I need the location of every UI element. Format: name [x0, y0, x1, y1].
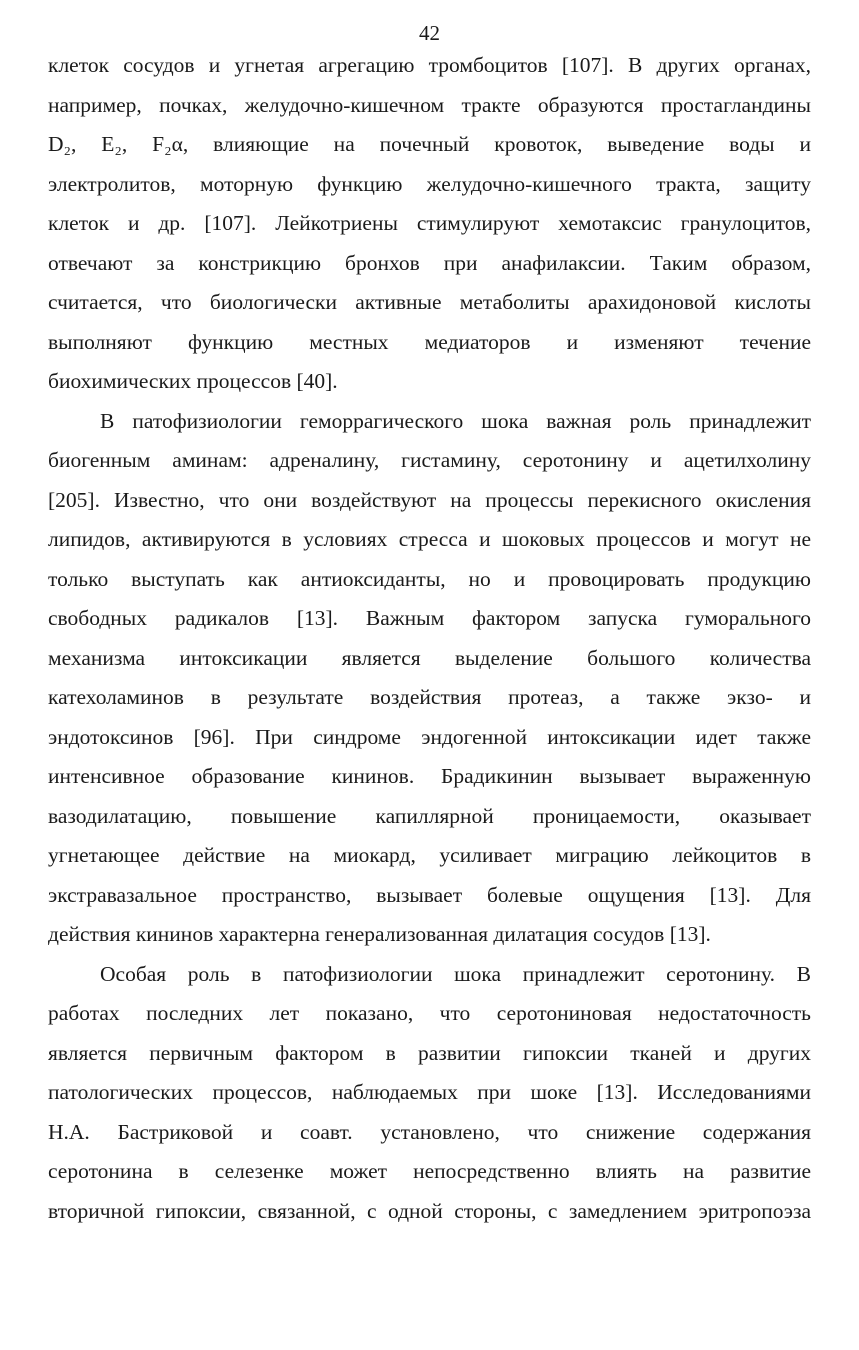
- text-line: [205]. Известно, что они воздействуют на процессы перекисного окисления: [48, 487, 811, 512]
- text-line: клеток сосудов и угнетая агрегацию тромбоцитов [107]. В других органах,: [48, 53, 811, 77]
- text-line: электролитов, моторную функцию желудочно-кишечного тракта, защиту: [48, 171, 811, 196]
- text-line: действия кининов характерна генерализованная дилатация сосудов [13].: [48, 922, 711, 946]
- text-line: свободных радикалов [13]. Важным фактором запуска гуморального: [48, 606, 811, 630]
- paragraph: [48, 46, 811, 402]
- text-line: вторичной гипоксии, связанной, с одной стороны, с замедлением эритропоэза: [48, 1198, 811, 1223]
- text-line: биохимических процессов [40].: [48, 369, 338, 393]
- text-line: выполняют функцию местных медиаторов и изменяют течение: [48, 329, 811, 354]
- text-line: интенсивное образование кининов. Брадикинин вызывает выраженную: [48, 764, 811, 788]
- page-number: 42: [419, 21, 440, 45]
- text-line: считается, что биологически активные метаболиты арахидоновой кислоты: [48, 290, 811, 314]
- text-line: угнетающее действие на миокард, усиливает миграцию лейкоцитов в: [48, 843, 811, 867]
- text-line: Н.А. Бастриковой и соавт. установлено, что снижение содержания: [48, 1119, 811, 1144]
- text-line: отвечают за констрикцию бронхов при анафилаксии. Таким образом,: [48, 250, 811, 275]
- text-line: эндотоксинов [96]. При синдроме эндогенной интоксикации идет также: [48, 724, 811, 749]
- paragraph: [48, 955, 811, 1232]
- text-line: например, почках, желудочно-кишечном тракте образуются простагландины: [48, 92, 811, 117]
- text-line: D₂, E₂, F₂α, влияющие на почечный кровоток, выведение воды и: [48, 132, 811, 156]
- paragraph: [48, 402, 811, 955]
- text-line: серотонина в селезенке может непосредственно влиять на развитие: [48, 1159, 811, 1183]
- text-line: только выступать как антиоксиданты, но и провоцировать продукцию: [48, 566, 811, 591]
- text-line: механизма интоксикации является выделение большого количества: [48, 645, 811, 670]
- text-line: является первичным фактором в развитии гипоксии тканей и других: [48, 1040, 811, 1065]
- text-line: экстравазальное пространство, вызывает болевые ощущения [13]. Для: [48, 882, 811, 907]
- text-line: вазодилатацию, повышение капиллярной проницаемости, оказывает: [48, 803, 811, 828]
- text-line: клеток и др. [107]. Лейкотриены стимулируют хемотаксис гранулоцитов,: [48, 211, 811, 235]
- text-line: В патофизиологии геморрагического шока важная роль принадлежит: [100, 408, 811, 433]
- text-line: липидов, активируются в условиях стресса и шоковых процессов и могут не: [48, 527, 811, 551]
- body-text: [48, 46, 811, 1231]
- text-line: патологических процессов, наблюдаемых при шоке [13]. Исследованиями: [48, 1080, 811, 1104]
- text-line: Особая роль в патофизиологии шока принадлежит серотонину. В: [100, 961, 811, 986]
- text-line: катехоламинов в результате воздействия протеаз, а также экзо- и: [48, 685, 811, 709]
- text-line: биогенным аминам: адреналину, гистамину, серотонину и ацетилхолину: [48, 448, 811, 472]
- text-line: работах последних лет показано, что серотониновая недостаточность: [48, 1001, 811, 1025]
